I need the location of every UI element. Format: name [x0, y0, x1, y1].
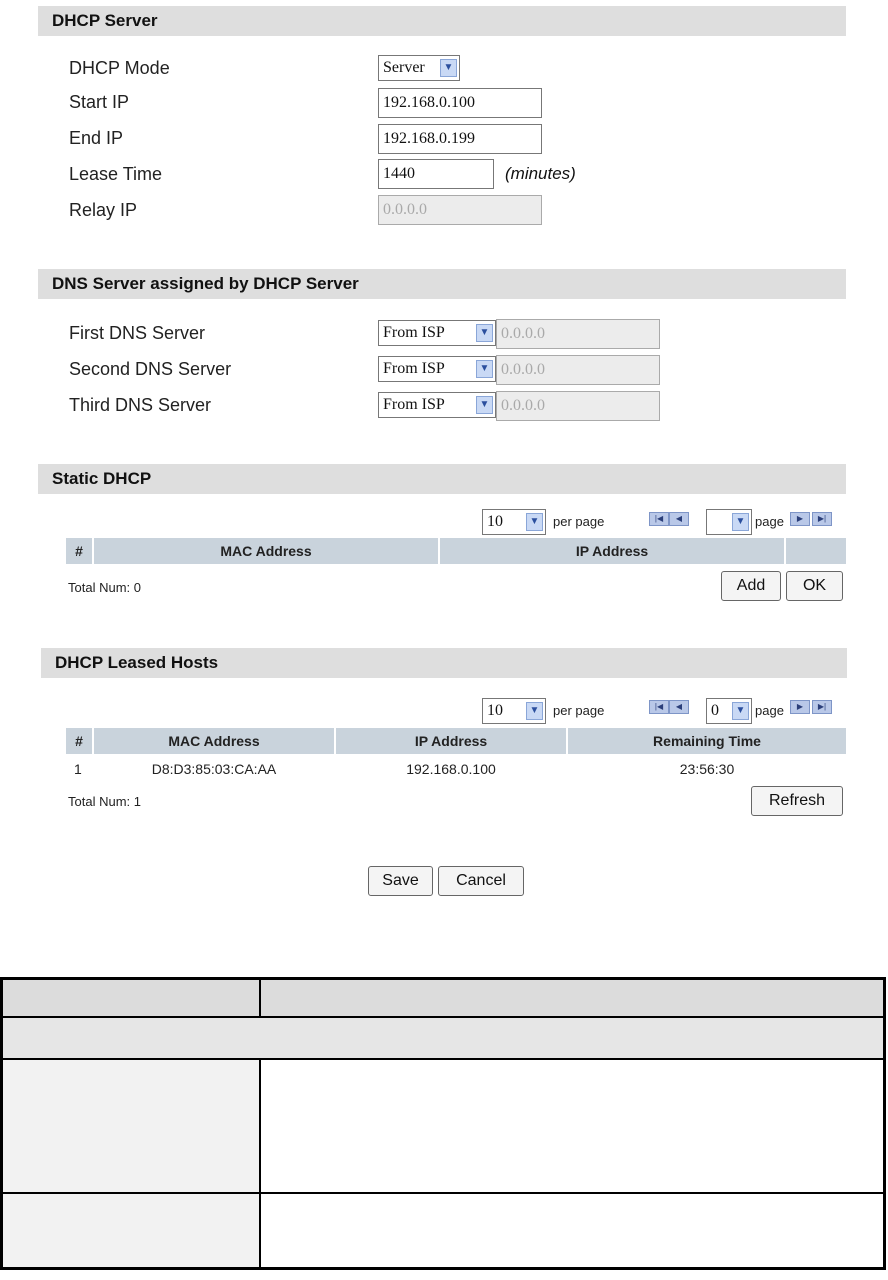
- end-ip-input[interactable]: 192.168.0.199: [378, 124, 542, 154]
- first-dns-label: First DNS Server: [69, 323, 206, 343]
- leased-page-select[interactable]: [706, 698, 752, 724]
- leased-hosts-section-title: DHCP Leased Hosts: [41, 648, 847, 678]
- save-button[interactable]: Save: [368, 866, 433, 896]
- leased-row-ip: 192.168.0.100: [406, 761, 496, 777]
- third-dns-source-value: From ISP: [383, 396, 445, 413]
- table-term-cell: [2, 1193, 261, 1269]
- lease-time-input[interactable]: 1440: [378, 159, 494, 189]
- prev-page-icon[interactable]: ◀: [669, 512, 689, 526]
- lease-time-label: Lease Time: [69, 164, 163, 184]
- dhcp-mode-select[interactable]: [378, 55, 460, 81]
- third-dns-input[interactable]: 0.0.0.0: [496, 391, 660, 421]
- table-description-cell: [260, 1059, 885, 1193]
- leased-row-mac: D8:D3:85:03:CA:AA: [151, 761, 277, 777]
- first-page-icon[interactable]: |◀: [649, 512, 669, 526]
- static-dhcp-section-title: Static DHCP: [38, 464, 846, 494]
- third-dns-label: Third DNS Server: [69, 395, 212, 415]
- chevron-down-icon: ▼: [526, 702, 543, 720]
- start-ip-label: Start IP: [69, 92, 130, 112]
- static-page-select[interactable]: [706, 509, 752, 535]
- static-page-label: page: [755, 514, 784, 529]
- leased-page-value: 0: [711, 702, 719, 719]
- leased-row-num: 1: [74, 761, 82, 777]
- chevron-down-icon: ▼: [440, 59, 457, 77]
- static-col-actions: [786, 538, 846, 564]
- leased-col-remaining: Remaining Time: [568, 728, 846, 754]
- add-button[interactable]: Add: [721, 571, 781, 601]
- last-page-icon[interactable]: ▶|: [812, 512, 832, 526]
- prev-page-icon[interactable]: ◀: [669, 700, 689, 714]
- static-per-page-label: per page: [553, 514, 605, 529]
- leased-col-ip: IP Address: [336, 728, 566, 754]
- static-total: Total Num: 0: [68, 580, 141, 595]
- second-dns-source-value: From ISP: [383, 360, 445, 377]
- table-header-cell: [2, 979, 261, 1017]
- refresh-button[interactable]: Refresh: [751, 786, 843, 816]
- chevron-down-icon: ▼: [526, 513, 543, 531]
- end-ip-label: End IP: [69, 128, 124, 148]
- first-page-icon[interactable]: |◀: [649, 700, 669, 714]
- second-dns-label: Second DNS Server: [69, 359, 232, 379]
- leased-per-page-value: 10: [487, 702, 503, 719]
- dhcp-mode-value: Server: [383, 59, 425, 76]
- leased-row-remaining: 23:56:30: [679, 761, 735, 777]
- relay-ip-input[interactable]: 0.0.0.0: [378, 195, 542, 225]
- table-header-cell: [260, 979, 885, 1017]
- static-col-mac: MAC Address: [94, 538, 438, 564]
- leased-per-page-select[interactable]: [482, 698, 546, 724]
- second-dns-input[interactable]: 0.0.0.0: [496, 355, 660, 385]
- first-dns-source-value: From ISP: [383, 324, 445, 341]
- dhcp-mode-label: DHCP Mode: [69, 58, 170, 78]
- leased-total: Total Num: 1: [68, 794, 141, 809]
- table-section-row: [2, 1017, 885, 1059]
- last-page-icon[interactable]: ▶|: [812, 700, 832, 714]
- ok-button[interactable]: OK: [786, 571, 843, 601]
- leased-page-label: page: [755, 703, 784, 718]
- start-ip-input[interactable]: 192.168.0.100: [378, 88, 542, 118]
- chevron-down-icon: ▼: [732, 513, 749, 531]
- chevron-down-icon: ▼: [476, 324, 493, 342]
- leased-col-mac: MAC Address: [94, 728, 334, 754]
- dhcp-server-section-title: DHCP Server: [38, 6, 846, 36]
- static-col-ip: IP Address: [440, 538, 784, 564]
- chevron-down-icon: ▼: [476, 396, 493, 414]
- leased-per-page-label: per page: [553, 703, 605, 718]
- static-per-page-value: 10: [487, 513, 503, 530]
- next-page-icon[interactable]: ▶: [790, 512, 810, 526]
- leased-col-num: #: [66, 728, 92, 754]
- chevron-down-icon: ▼: [732, 702, 749, 720]
- cancel-button[interactable]: Cancel: [438, 866, 524, 896]
- first-dns-source-select[interactable]: [378, 320, 496, 346]
- dns-section-title: DNS Server assigned by DHCP Server: [38, 269, 846, 299]
- first-dns-input[interactable]: 0.0.0.0: [496, 319, 660, 349]
- static-per-page-select[interactable]: [482, 509, 546, 535]
- third-dns-source-select[interactable]: [378, 392, 496, 418]
- lease-time-unit: (minutes): [505, 164, 576, 183]
- static-col-num: #: [66, 538, 92, 564]
- chevron-down-icon: ▼: [476, 360, 493, 378]
- next-page-icon[interactable]: ▶: [790, 700, 810, 714]
- second-dns-source-select[interactable]: [378, 356, 496, 382]
- description-table: [0, 977, 886, 1270]
- relay-ip-label: Relay IP: [69, 200, 138, 220]
- table-term-cell: [2, 1059, 261, 1193]
- table-description-cell: [260, 1193, 885, 1269]
